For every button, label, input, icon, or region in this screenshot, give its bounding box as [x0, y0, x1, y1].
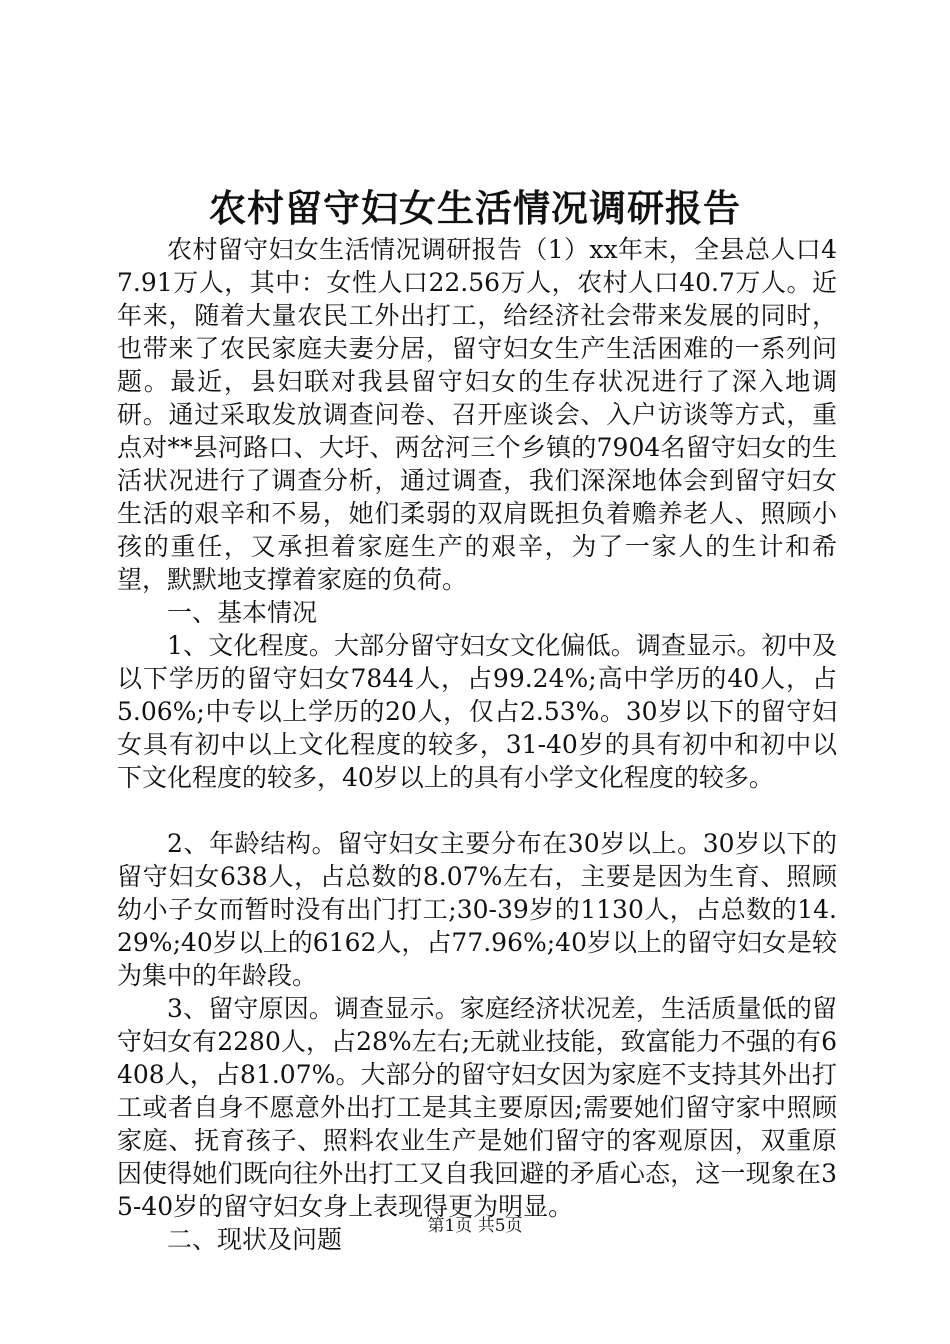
page-footer: 第1页 共5页	[427, 1216, 523, 1236]
document-body	[117, 233, 837, 1256]
document-title: 农村留守妇女生活情况调研报告	[209, 186, 741, 230]
intro-paragraph: 农村留守妇女生活情况调研报告（1）xx年末，全县总人口47.91万人，其中：女性人口22.56万人，农村人口40.7万人。近年来，随着大量农民工外出打工，给经济社会带来发展的同时，也带来了农民家庭夫妻分居，留守妇女生产生活困难的一系列问题。最近，县妇联对我县留守妇女的生存状况进行了深入地调研。通过采取发放调查问卷、召开座谈会、入户访谈等方式，重点对**县河路口、大圩、两岔河三个乡镇的7904名留守妇女的生活状况进行了调查分析，通过调查，我们深深地体会到留守妇女生活的艰辛和不易，她们柔弱的双肩既担负着赡养老人、照顾小孩的重任，又承担着家庭生产的艰辛，为了一家人的生计和希望，默默地支撑着家庭的负荷。	[117, 235, 837, 594]
paragraph-age-structure: 2、年龄结构。留守妇女主要分布在30岁以上。30岁以下的留守妇女638人，占总数的8.07%左右，主要是因为生育、照顾幼小子女而暂时没有出门打工;30-39岁的1130人，占总数的14.29%;40岁以上的6162人，占77.96%;40岁以上的留守妇女是较为集中的年龄段。	[117, 829, 837, 990]
paragraph-reasons: 3、留守原因。调查显示。家庭经济状况差，生活质量低的留守妇女有2280人，占28%左右;无就业技能，致富能力不强的有6408人，占81.07%。大部分的留守妇女因为家庭不支持其外出打工或者自身不愿意外出打工是其主要原因;需要她们留守家中照顾家庭、抚育孩子、照料农业生产是她们留守的客观原因，双重原因使得她们既向往外出打工又自我回避的矛盾心态，这一现象在35-40岁的留守妇女身上表现得更为明显。	[117, 994, 837, 1221]
section-heading-basic-situation: 一、基本情况	[167, 598, 318, 627]
paragraph-spacer	[117, 794, 837, 827]
section-heading-status-problems: 二、现状及问题	[167, 1225, 343, 1254]
paragraph-education-level: 1、文化程度。大部分留守妇女文化偏低。调查显示。初中及以下学历的留守妇女7844人，占99.24%;高中学历的40人，占5.06%;中专以上学历的20人，仅占2.53%。30岁以下的留守妇女具有初中以上文化程度的较多，31-40岁的具有初中和初中以下文化程度的较多，40岁以上的具有小学文化程度的较多。	[117, 631, 837, 792]
